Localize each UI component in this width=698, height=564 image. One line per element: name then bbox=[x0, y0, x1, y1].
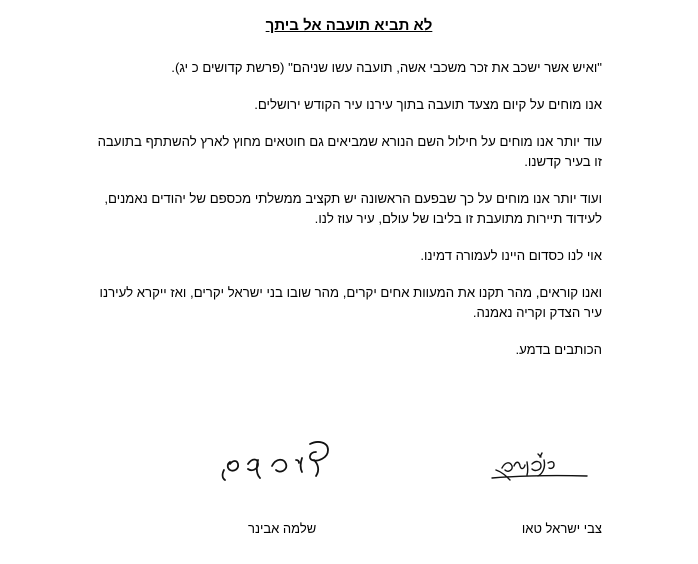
letter-title: לא תביא תועבה אל ביתך bbox=[265, 17, 433, 34]
signature-left-image bbox=[210, 430, 350, 490]
paragraph-budget: ועוד יותר אנו מוחים על כך שבפעם הראשונה יש תקציב ממשלתי מכספם של יהודים נאמנים, לעידוד תיירות מתועבת זו בליבו של עולם, עיר עוז לנו. bbox=[104, 191, 602, 226]
signature-right-image bbox=[472, 440, 612, 490]
paragraph-quote: "ואיש אשר ישכב את זכר משכבי אשה, תועבה עשו שניהם" (פרשת קדושים כ יג). bbox=[171, 60, 602, 75]
letter-body bbox=[97, 58, 602, 377]
paragraph-closing: הכותבים בדמע. bbox=[515, 342, 602, 357]
paragraph-protest: אנו מוחים על קיום מצעד תועבה בתוך עירנו עיר הקודש ירושלים. bbox=[254, 97, 602, 112]
paragraph-lament: אוי לנו כסדום היינו לעמורה דמינו. bbox=[420, 248, 602, 263]
paragraph-call: ואנו קוראים, מהר תקנו את המעוות אחים יקרים, מהר שובו בני ישראל יקרים, ואז ייקרא לעירנו עיר הצדק וקריה נאמנה. bbox=[99, 285, 602, 320]
signatory-name-left: שלמה אבינר bbox=[248, 521, 317, 536]
signatory-name-right: צבי ישראל טאו bbox=[521, 521, 602, 536]
paragraph-foreigners: עוד יותר אנו מוחים על חילול השם הנורא שמביאים גם חוטאים מחוץ לארץ להשתתף בתועבה זו בעיר קדשנו. bbox=[97, 134, 602, 169]
